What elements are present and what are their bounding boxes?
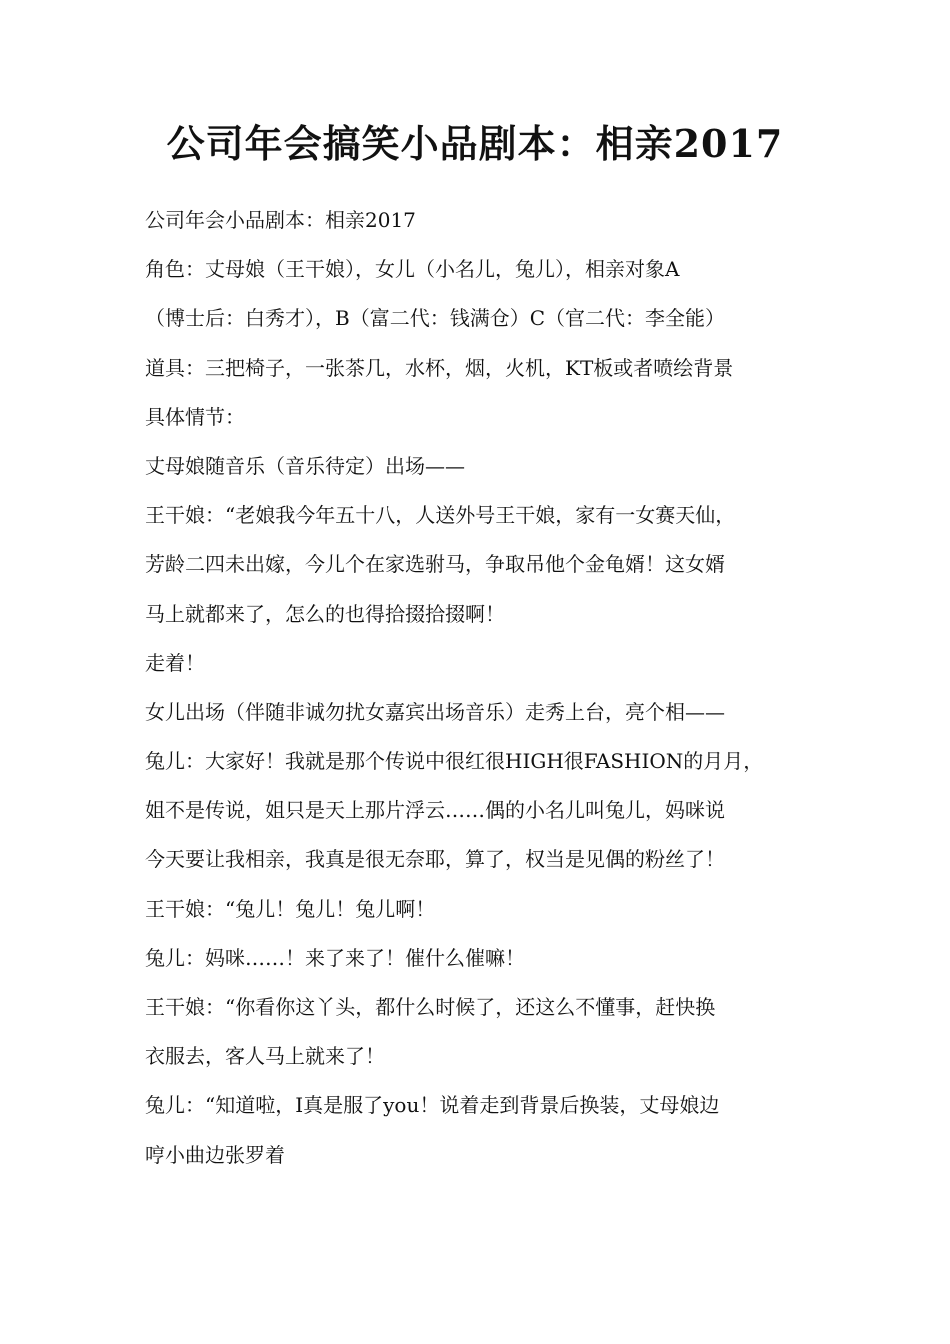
body-line: 王干娘：“你看你这丫头，都什么时候了，还这么不懂事，赶快换 xyxy=(145,995,716,1019)
body-line: 姐不是传说，姐只是天上那片浮云……偶的小名儿叫兔儿，妈咪说 xyxy=(145,798,725,823)
body-line: 兔儿：“知道啦，I真是服了you！说着走到背景后换装，丈母娘边 xyxy=(145,1093,720,1118)
body-line: 丈母娘随音乐（音乐待定）出场—— xyxy=(145,453,465,478)
body-line: （博士后：白秀才），B（富二代：钱满仓）C（官二代：李全能） xyxy=(145,306,725,331)
body-line: 具体情节： xyxy=(145,404,245,429)
body-line: 走着！ xyxy=(145,650,205,675)
body-line: 道具：三把椅子，一张茶几，水杯，烟，火机，KT板或者喷绘背景 xyxy=(145,355,734,380)
document-title: 公司年会搞笑小品剧本：相亲2017 xyxy=(166,121,784,166)
body-line: 今天要让我相亲，我真是很无奈耶，算了，权当是见偶的粉丝了！ xyxy=(145,847,725,872)
body-line: 兔儿：妈咪……！来了来了！催什么催嘛！ xyxy=(145,945,525,970)
body-line: 公司年会小品剧本：相亲2017 xyxy=(145,208,416,232)
body-line: 马上就都来了，怎么的也得拾掇拾掇啊！ xyxy=(145,601,505,626)
body-line: 角色：丈母娘（王干娘），女儿（小名儿，兔儿），相亲对象A xyxy=(145,257,680,282)
body-line: 哼小曲边张罗着 xyxy=(145,1142,285,1167)
body-line: 芳龄二四未出嫁，今儿个在家选驸马，争取吊他个金龟婿！这女婿 xyxy=(145,552,725,577)
document-body xyxy=(145,196,815,1180)
body-line: 兔儿：大家好！我就是那个传说中很红很HIGH很FASHION的月月， xyxy=(145,749,764,774)
body-line: 王干娘：“兔儿！兔儿！兔儿啊！ xyxy=(145,896,436,921)
body-line: 女儿出场（伴随非诚勿扰女嘉宾出场音乐）走秀上台，亮个相—— xyxy=(145,699,725,724)
body-line: 衣服去，客人马上就来了！ xyxy=(145,1044,385,1069)
body-line: 王干娘：“老娘我今年五十八，人送外号王干娘，家有一女赛天仙， xyxy=(145,503,736,528)
